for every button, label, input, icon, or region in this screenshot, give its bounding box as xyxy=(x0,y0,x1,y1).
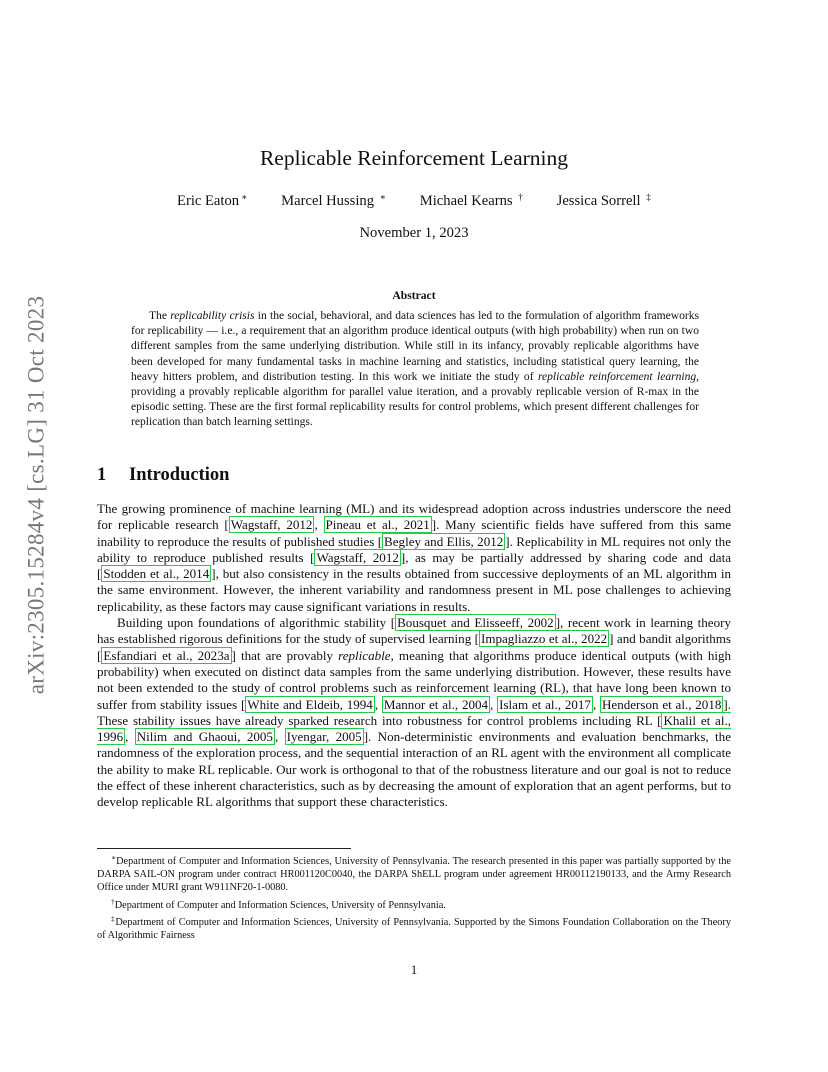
citation-link[interactable]: Bousquet and Elisseeff, 2002 xyxy=(397,615,554,631)
footnotes xyxy=(97,851,731,942)
introduction-body xyxy=(97,501,731,811)
author-footnote-mark[interactable]: ∗ xyxy=(379,193,387,203)
footnote-text: Department of Computer and Information Sciences, University of Pennsylvania. Supported by the Simons Foundation Collaboration on the Theory of Algorithmic Fairness xyxy=(97,916,732,942)
publication-date: November 1, 2023 xyxy=(359,225,469,241)
footnote-text: Department of Computer and Information Sciences, University of Pennsylvania. xyxy=(114,899,446,911)
footnote xyxy=(97,895,731,912)
paragraph: The growing prominence of machine learning (ML) and its widespread adoption across industries underscore the need for replicable research [ Wagstaff, 2012 , Pineau et al., 2021 ]. Many scientific fields have suffered from this same inability to reproduce the results of published studies [ Begley and Ellis, 2012 ]. Replicability in ML requires not only the ability to reproduce published results [ Wagstaff, 2012 ], as may be partially addressed by sharing code and data [ Stodden et al., 2014 ], but also consistency in the results obtained from successive deployments of an ML algorithm in the same environment. However, the inherent variability and randomness present in ML pose challenges to achieving replicability, as these factors may cause significant variations in results. xyxy=(97,501,732,614)
page-number: 1 xyxy=(410,962,418,977)
footnote-mark: † xyxy=(111,896,115,906)
section-number: 1 xyxy=(97,465,107,485)
abstract-emphasis: replicable reinforcement learning xyxy=(537,370,697,383)
citation-link[interactable]: Khalil et al., 1996 xyxy=(97,712,731,745)
citation-link[interactable]: Islam et al., 2017 xyxy=(499,696,591,712)
citation-link[interactable]: White and Eldeib, 1994 xyxy=(247,696,373,712)
author-3 xyxy=(420,193,523,210)
arxiv-identifier-stamp xyxy=(16,290,56,700)
paragraph: Building upon foundations of algorithmic stability [ Bousquet and Elisseeff, 2002 ], recent work in learning theory has established rigorous definitions for the study of supervised learning [ Impagliazzo et al., 2022 ] and bandit algorithms [ Esfandiari et al., 2023a ] that are provably replicable, meaning that algorithms produce identical outputs (with high probability) when executed on distinct data samples from the same underlying distribution. However, these results have not been extended to the study of control problems such as reinforcement learning (RL), that have long been known to suffer from stability issues [ White and Eldeib, 1994 , Mannor et al., 2004 , Islam et al., 2017 , Henderson et al., 2018 ]. These stability issues have already sparked research into robustness for control problems including RL [ Khalil et al., 1996 , Nilim and Ghaoui, 2005 , Iyengar, 2005 ]. Non-deterministic environments and evaluation benchmarks, the randomness of the exploration process, and the sequential interaction of an RL agent with the environment all complicate the ability to make RL replicable. Our work is orthogonal to that of the robustness literature and our goal is not to reduce the effect of these inherent characteristics, such as by decreasing the amount of exploration that an agent performs, but to develop replicable RL algorithms that support these characteristics. xyxy=(97,615,732,810)
paper-title: Replicable Reinforcement Learning xyxy=(259,146,569,170)
author-1 xyxy=(177,192,247,210)
author-list xyxy=(0,192,828,210)
emphasis: replicable xyxy=(338,647,391,663)
section-heading xyxy=(97,465,229,486)
author-footnote-mark[interactable]: † xyxy=(518,193,523,203)
citation-link[interactable]: Iyengar, 2005 xyxy=(286,729,362,745)
footnote-mark: ‡ xyxy=(111,913,116,923)
abstract-heading: Abstract xyxy=(392,289,436,302)
citation-link[interactable]: Pineau et al., 2021 xyxy=(325,517,430,533)
citation-link[interactable]: Mannor et al., 2004 xyxy=(383,696,489,712)
citation-link[interactable]: Wagstaff, 2012 xyxy=(230,517,313,533)
author-2 xyxy=(281,192,386,210)
author-name: Marcel Hussing xyxy=(281,193,374,209)
abstract-text: , providing a provably replicable algorithm for parallel value iteration, and a provably replicable version of R-max in the episodic setting. These are the first formal replicability results for control problems, which present different challenges for replication than batch learning settings. xyxy=(131,370,700,429)
abstract-body xyxy=(131,309,699,431)
author-name: Eric Eaton xyxy=(177,193,240,209)
abstract-emphasis: replicability crisis xyxy=(170,310,255,322)
section-title: Introduction xyxy=(129,465,230,485)
arxiv-identifier-text: arXiv:2305.15284v4 [cs.LG] 31 Oct 2023 xyxy=(23,295,49,695)
footnote xyxy=(97,851,731,895)
author-footnote-mark[interactable]: ‡ xyxy=(646,193,651,203)
abstract-text: in the social, behavioral, and data sciences has led to the formulation of algorithm frameworks for replicability — i.e., a requirement that an algorithm produce identical outputs (with high probability) when run on two different samples from the same underlying distribution. While still in its infancy, provably replicable algorithms have been developed for many fundamental tasks in machine learning and statistics, including statistical query learning, the heavy hitters problem, and distribution testing. In this work we initiate the study of xyxy=(131,310,700,383)
citation-link[interactable]: Nilim and Ghaoui, 2005 xyxy=(136,729,273,745)
citation-link[interactable]: Esfandiari et al., 2023a xyxy=(103,647,230,663)
citation-link[interactable]: Impagliazzo et al., 2022 xyxy=(480,631,608,647)
author-name: Jessica Sorrell xyxy=(556,193,641,209)
author-4 xyxy=(557,193,651,210)
abstract-text: The xyxy=(149,310,171,322)
author-footnote-mark[interactable]: ∗ xyxy=(241,193,248,203)
footnote-text: Department of Computer and Information Sciences, University of Pennsylvania. The research presented in this paper was partially supported by the DARPA SAIL-ON program under contract HR001120C0040, the DARPA ShELL program under agreement HR00112190133, and the Army Research Office under MURI grant W911NF20-1-0080. xyxy=(97,856,731,894)
citation-link[interactable]: Wagstaff, 2012 xyxy=(316,549,399,565)
footnote-mark: ∗ xyxy=(111,853,117,862)
footnote xyxy=(97,912,731,942)
citation-link[interactable]: Henderson et al., 2018 xyxy=(602,696,722,712)
author-name: Michael Kearns xyxy=(419,193,513,209)
citation-link[interactable]: Begley and Ellis, 2012 xyxy=(384,533,504,549)
citation-link[interactable]: Stodden et al., 2014 xyxy=(103,566,210,582)
footnote-divider xyxy=(97,848,351,849)
